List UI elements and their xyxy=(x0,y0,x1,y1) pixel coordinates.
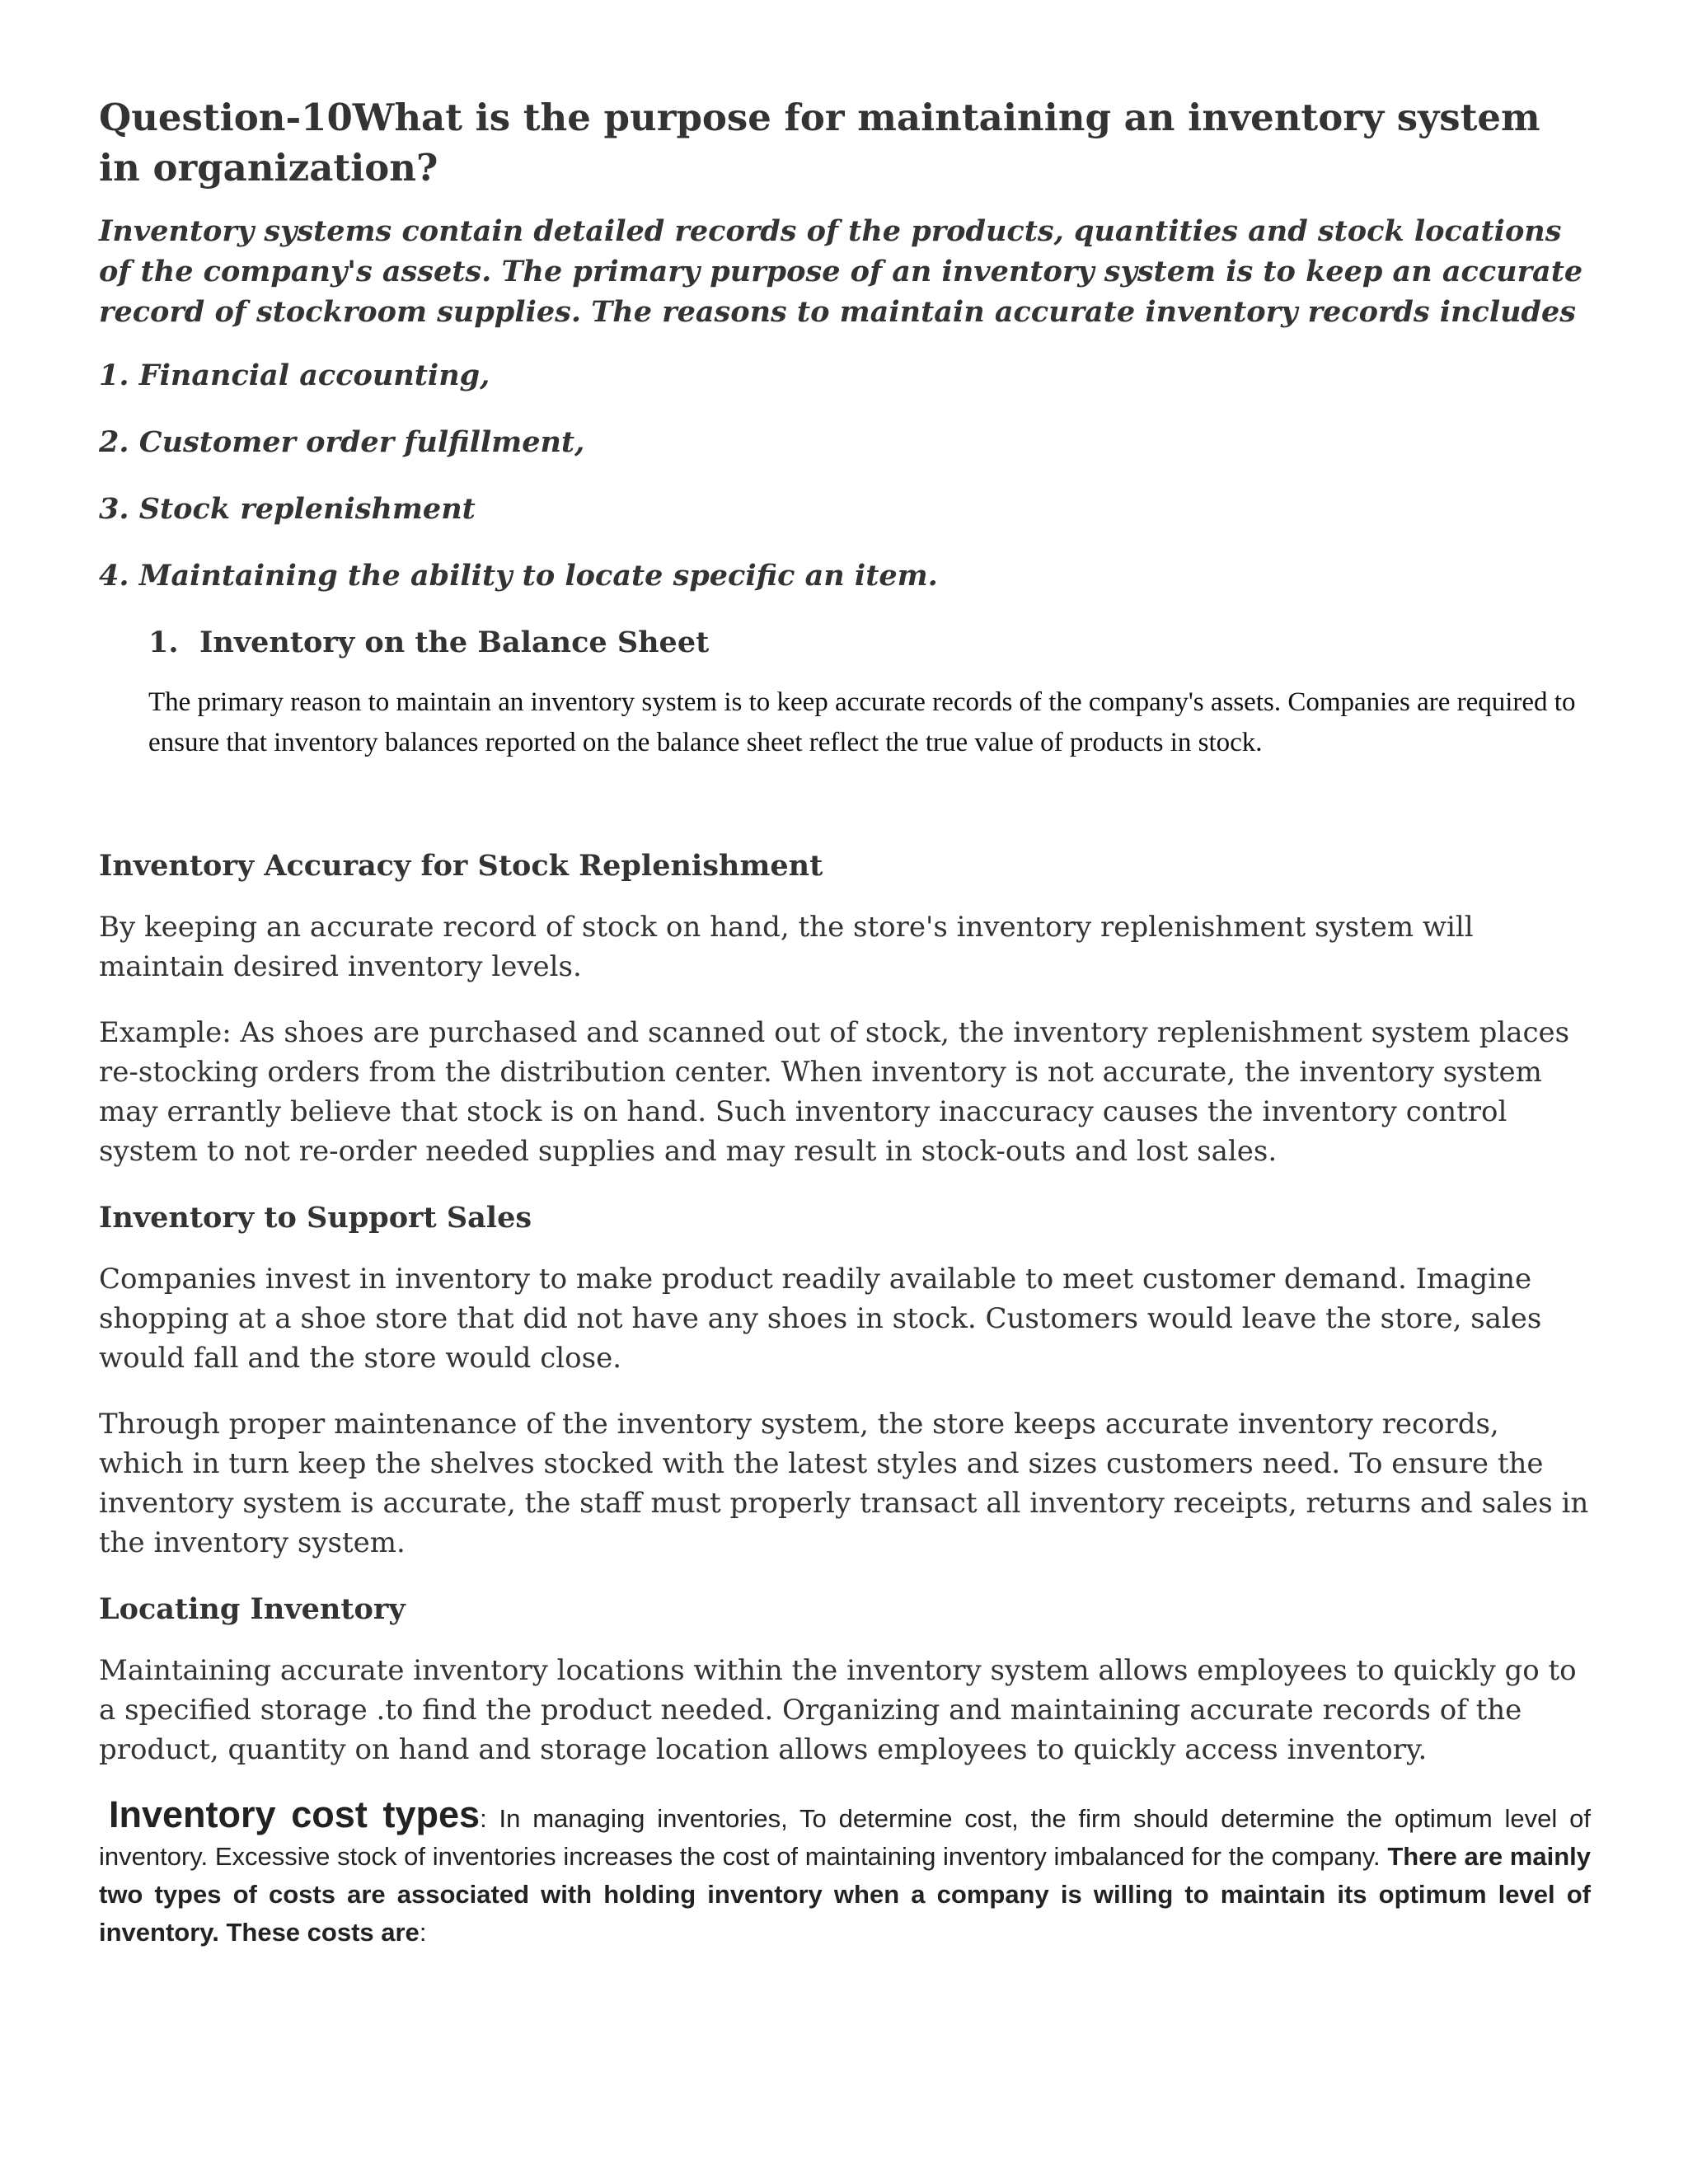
reason-item: 1. Financial accounting, xyxy=(99,359,490,392)
cost-types-text: : In managing inventories, To determine cost, the firm should determine the optimum level of inventory. Excessive stock of inventories increases the cost of maintaining inventory imbalanced for the company. xyxy=(99,1804,1591,1871)
reason-item: 2. Customer order fulfillment, xyxy=(99,425,585,459)
reason-item: 4. Maintaining the ability to locate specific an item. xyxy=(99,559,938,593)
cost-types-tail: : xyxy=(419,1918,427,1947)
section-paragraph: By keeping an accurate record of stock on hand, the store's inventory replenishment system will maintain desired inventory levels. xyxy=(99,911,1474,983)
section-paragraph: Example: As shoes are purchased and scanned out of stock, the inventory replenishment system places re-stocking orders from the distribution center. When inventory is not accurate, the inventory system may errantly believe that stock is on hand. Such inventory inaccuracy causes the inventory control system to not re-order needed supplies and may result in stock-outs and lost sales. xyxy=(99,1016,1570,1168)
balance-sheet-heading xyxy=(148,622,1591,663)
balance-sheet-number: 1. xyxy=(148,626,179,659)
cost-types-title: Inventory cost types xyxy=(109,1793,481,1835)
question-title: Question-10What is the purpose for maintaining an inventory system in organization? xyxy=(99,96,1540,190)
section-heading-locating: Locating Inventory xyxy=(99,1592,406,1626)
section-paragraph: Companies invest in inventory to make product readily available to meet customer demand. Imagine shopping at a shoe store that did not have any shoes in stock. Customers would leave the store, sales would fall and the store would close. xyxy=(99,1263,1542,1375)
reason-item: 3. Stock replenishment xyxy=(99,492,476,526)
balance-sheet-heading-text: Inventory on the Balance Sheet xyxy=(199,626,710,659)
section-paragraph: Through proper maintenance of the inventory system, the store keeps accurate inventory records, which in turn keep the shelves stocked with the latest styles and sizes customers need. To ensure the inventory system is accurate, the staff must properly transact all inventory receipts, returns and sales in the inventory system. xyxy=(99,1408,1589,1559)
section-heading-replenishment: Inventory Accuracy for Stock Replenishment xyxy=(99,849,823,883)
balance-sheet-paragraph: The primary reason to maintain an inventory system is to keep accurate records of the company's assets. Companies are required to ensure that inventory balances reported on the balance sheet reflect the true value of products in stock. xyxy=(148,687,1576,757)
section-paragraph: Maintaining accurate inventory locations within the inventory system allows employees to quickly go to a specified storage .to find the product needed. Organizing and maintaining accurate records of the product, quantity on hand and storage location allows employees to quickly access inventory. xyxy=(99,1654,1577,1766)
cost-types-paragraph xyxy=(99,1793,1591,1952)
document-page xyxy=(99,92,1591,1977)
section-heading-support-sales: Inventory to Support Sales xyxy=(99,1201,532,1235)
cost-types-bold-text: There are mainly two types of costs are associated with holding inventory when a company is willing to maintain its optimum level of inventory. These costs are xyxy=(99,1842,1591,1947)
question-intro: Inventory systems contain detailed records of the products, quantities and stock locations of the company's assets. The primary purpose of an inventory system is to keep an accurate record of stockroom supplies. The reasons to maintain accurate inventory records includes xyxy=(99,214,1583,329)
spacer xyxy=(99,763,1591,846)
